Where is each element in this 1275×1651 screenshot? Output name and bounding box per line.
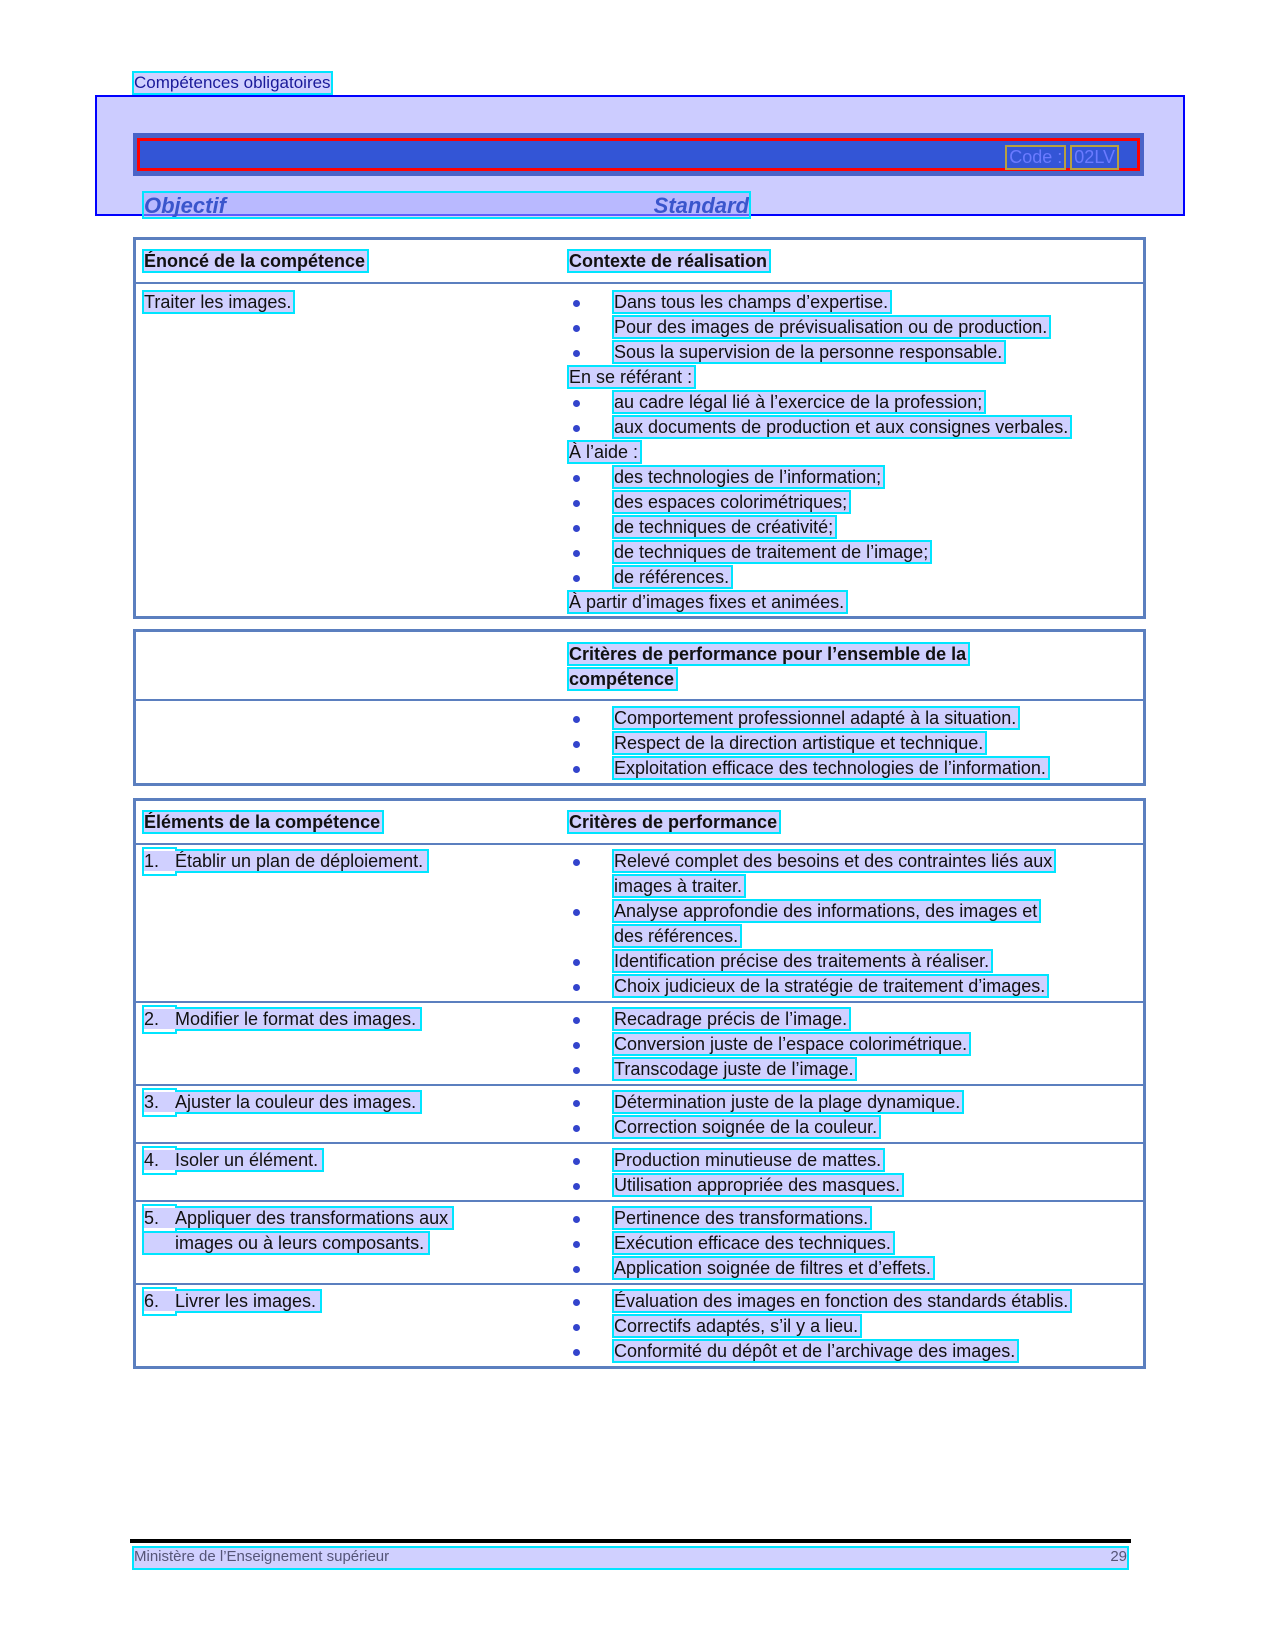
header-bar-inner (137, 138, 1140, 171)
bullet-item (569, 706, 1143, 731)
standard-label: Standard (653, 193, 749, 218)
header-criteres (569, 810, 1143, 835)
bullet-item (569, 1057, 1143, 1082)
cell-left (136, 1202, 569, 1283)
line-text: Correctifs adaptés, s’il y a lieu. (614, 1316, 859, 1336)
element-number: 1. (144, 851, 160, 871)
bullet-item (569, 1173, 1143, 1198)
element-number: 5. (144, 1208, 160, 1228)
list-text (569, 924, 1143, 949)
line-text: Sous la supervision de la personne responsable. (614, 342, 1003, 362)
element-name: Livrer les images. (175, 1291, 317, 1311)
element-label (144, 1208, 452, 1228)
table-row (136, 240, 1143, 282)
cell-left (136, 284, 569, 616)
element-text (144, 1231, 569, 1256)
line-text: Exploitation efficace des technologies de l’information. (614, 758, 1046, 778)
line-text: des technologies de l’information; (614, 467, 882, 487)
element-label (144, 1150, 322, 1170)
bullet-item (569, 465, 1143, 490)
footer-rule (130, 1539, 1131, 1543)
cell-right (569, 632, 1143, 699)
footer-ministry: Ministère de l’Enseignement supérieur (134, 1548, 390, 1565)
line-text: Conversion juste de l’espace colorimétrique. (614, 1034, 968, 1054)
line-text: Pour des images de prévisualisation ou de production. (614, 317, 1048, 337)
line-text: Exécution efficace des techniques. (614, 1233, 891, 1253)
element-name: Appliquer des transformations aux (175, 1208, 449, 1228)
element-text (144, 1289, 569, 1314)
bullet-item (569, 290, 1143, 315)
cell-right (569, 284, 1143, 616)
bullet-item (569, 1090, 1143, 1115)
bullet-item (569, 1007, 1143, 1032)
bullet-item (569, 390, 1143, 415)
table-row (136, 843, 1143, 1001)
competence-statement (144, 290, 569, 315)
bullet-item (569, 565, 1143, 590)
element-label (144, 1092, 420, 1112)
table-row (136, 1200, 1143, 1283)
objectif-label: Objectif (144, 193, 226, 218)
list-text (569, 440, 1143, 465)
line-text: Respect de la direction artistique et technique. (614, 733, 984, 753)
cell-left (136, 1003, 569, 1084)
cell-left (136, 845, 569, 1001)
line-text: de techniques de traitement de l’image; (614, 542, 929, 562)
bullet-item (569, 731, 1143, 756)
element-name: Modifier le format des images. (175, 1009, 417, 1029)
element-text (144, 1206, 569, 1231)
table-criteres-ensemble (133, 629, 1146, 786)
code-field (1007, 147, 1117, 168)
bullet-item (569, 899, 1143, 924)
cell-left (136, 801, 569, 843)
bullet-item (569, 949, 1143, 974)
objectif-standard-row (144, 193, 749, 217)
bullet-item (569, 1231, 1143, 1256)
element-label (144, 1009, 420, 1029)
line-text: Pertinence des transformations. (614, 1208, 869, 1228)
element-number: 3. (144, 1092, 160, 1112)
table-row (136, 1001, 1143, 1084)
element-text (144, 1007, 569, 1032)
element-name: Isoler un élément. (175, 1150, 319, 1170)
bullet-item (569, 1148, 1143, 1173)
cell-right (569, 845, 1143, 1001)
line-text: Production minutieuse de mattes. (614, 1150, 882, 1170)
line-text: des espaces colorimétriques; (614, 492, 848, 512)
line-text: Détermination juste de la plage dynamique. (614, 1092, 961, 1112)
element-text (144, 849, 569, 874)
cell-right (569, 801, 1143, 843)
line-text: Conformité du dépôt et de l’archivage des images. (614, 1341, 1016, 1361)
bullet-item (569, 315, 1143, 340)
line-text: Correction soignée de la couleur. (614, 1117, 878, 1137)
bullet-item (569, 490, 1143, 515)
bullet-item (569, 1115, 1143, 1140)
table-row (136, 801, 1143, 843)
list-text (569, 590, 1143, 615)
line-text: Comportement professionnel adapté à la situation. (614, 708, 1017, 728)
table-row (136, 282, 1143, 616)
element-number: 2. (144, 1009, 160, 1029)
line-text: Choix judicieux de la stratégie de traitement d’images. (614, 976, 1046, 996)
element-label (144, 851, 427, 871)
cell-left (136, 1086, 569, 1142)
bullet-item (569, 849, 1143, 874)
line-text: Recadrage précis de l’image. (614, 1009, 848, 1029)
table-row (136, 632, 1143, 699)
table-row (136, 1142, 1143, 1200)
bullet-item (569, 1032, 1143, 1057)
bullet-item (569, 515, 1143, 540)
line-text: Dans tous les champs d’expertise. (614, 292, 889, 312)
cell-right (569, 240, 1143, 282)
element-text (144, 1090, 569, 1115)
cell-right (569, 1202, 1143, 1283)
line-text: Relevé complet des besoins et des contraintes liés aux (614, 851, 1053, 871)
header-enonce (144, 249, 569, 274)
cell-left (136, 240, 569, 282)
element-text (144, 1148, 569, 1173)
line-text: À partir d’images fixes et animées. (569, 592, 845, 612)
header-elements (144, 810, 569, 835)
element-name: Établir un plan de déploiement. (175, 851, 424, 871)
header-criteres-ensemble (569, 667, 1143, 692)
line-text: Éléments de la compétence (144, 812, 381, 832)
line-text: Utilisation appropriée des masques. (614, 1175, 901, 1195)
table-enonce-contexte (133, 237, 1146, 619)
line-text: Contexte de réalisation (569, 251, 768, 271)
cell-left (136, 1285, 569, 1366)
element-number: 6. (144, 1291, 160, 1311)
line-text: images à traiter. (614, 876, 743, 896)
table-row (136, 1283, 1143, 1366)
line-text: Transcodage juste de l’image. (614, 1059, 854, 1079)
cell-left (136, 701, 569, 783)
header-criteres-ensemble (569, 642, 1143, 667)
table-elements-criteres (133, 798, 1146, 1369)
code-label: Code : (1009, 147, 1063, 167)
bullet-item (569, 1256, 1143, 1281)
code-value: 02LV (1074, 147, 1115, 167)
table-row (136, 1084, 1143, 1142)
bullet-item (569, 756, 1143, 781)
bullet-item (569, 415, 1143, 440)
line-text: de références. (614, 567, 730, 587)
header-contexte (569, 249, 1143, 274)
list-text (569, 874, 1143, 899)
bullet-item (569, 1206, 1143, 1231)
table-row (136, 699, 1143, 783)
line-text: de techniques de créativité; (614, 517, 834, 537)
line-text: aux documents de production et aux consignes verbales. (614, 417, 1069, 437)
line-text: Énoncé de la compétence (144, 251, 366, 271)
cell-right (569, 1144, 1143, 1200)
cell-right (569, 701, 1143, 783)
cell-left (136, 632, 569, 699)
bullet-item (569, 974, 1143, 999)
cell-right (569, 1086, 1143, 1142)
line-text: Application soignée de filtres et d’effets. (614, 1258, 931, 1278)
cell-right (569, 1003, 1143, 1084)
line-text: des références. (614, 926, 739, 946)
element-name: images ou à leurs composants. (175, 1233, 425, 1253)
list-text (569, 365, 1143, 390)
bullet-item (569, 540, 1143, 565)
line-text: Évaluation des images en fonction des standards établis. (614, 1291, 1069, 1311)
bullet-item (569, 340, 1143, 365)
line-text: Identification précise des traitements à réaliser. (614, 951, 990, 971)
element-label (144, 1233, 428, 1253)
line-text: Traiter les images. (144, 292, 292, 312)
element-name: Ajuster la couleur des images. (175, 1092, 417, 1112)
bullet-item (569, 1289, 1143, 1314)
line-text: compétence (569, 669, 675, 689)
header-bar (133, 133, 1144, 176)
line-text: au cadre légal lié à l’exercice de la profession; (614, 392, 983, 412)
cell-left (136, 1144, 569, 1200)
footer (134, 1548, 1127, 1568)
element-label (144, 1291, 320, 1311)
bullet-item (569, 1339, 1143, 1364)
line-text: Critères de performance (569, 812, 778, 832)
line-text: En se référant : (569, 367, 693, 387)
element-number: 4. (144, 1150, 160, 1170)
section-label: Compétences obligatoires (134, 73, 331, 92)
cell-right (569, 1285, 1143, 1366)
page-number: 29 (1110, 1548, 1127, 1565)
line-text: Analyse approfondie des informations, des images et (614, 901, 1038, 921)
line-text: Critères de performance pour l’ensemble de la (569, 644, 967, 664)
line-text: À l’aide : (569, 442, 639, 462)
bullet-item (569, 1314, 1143, 1339)
